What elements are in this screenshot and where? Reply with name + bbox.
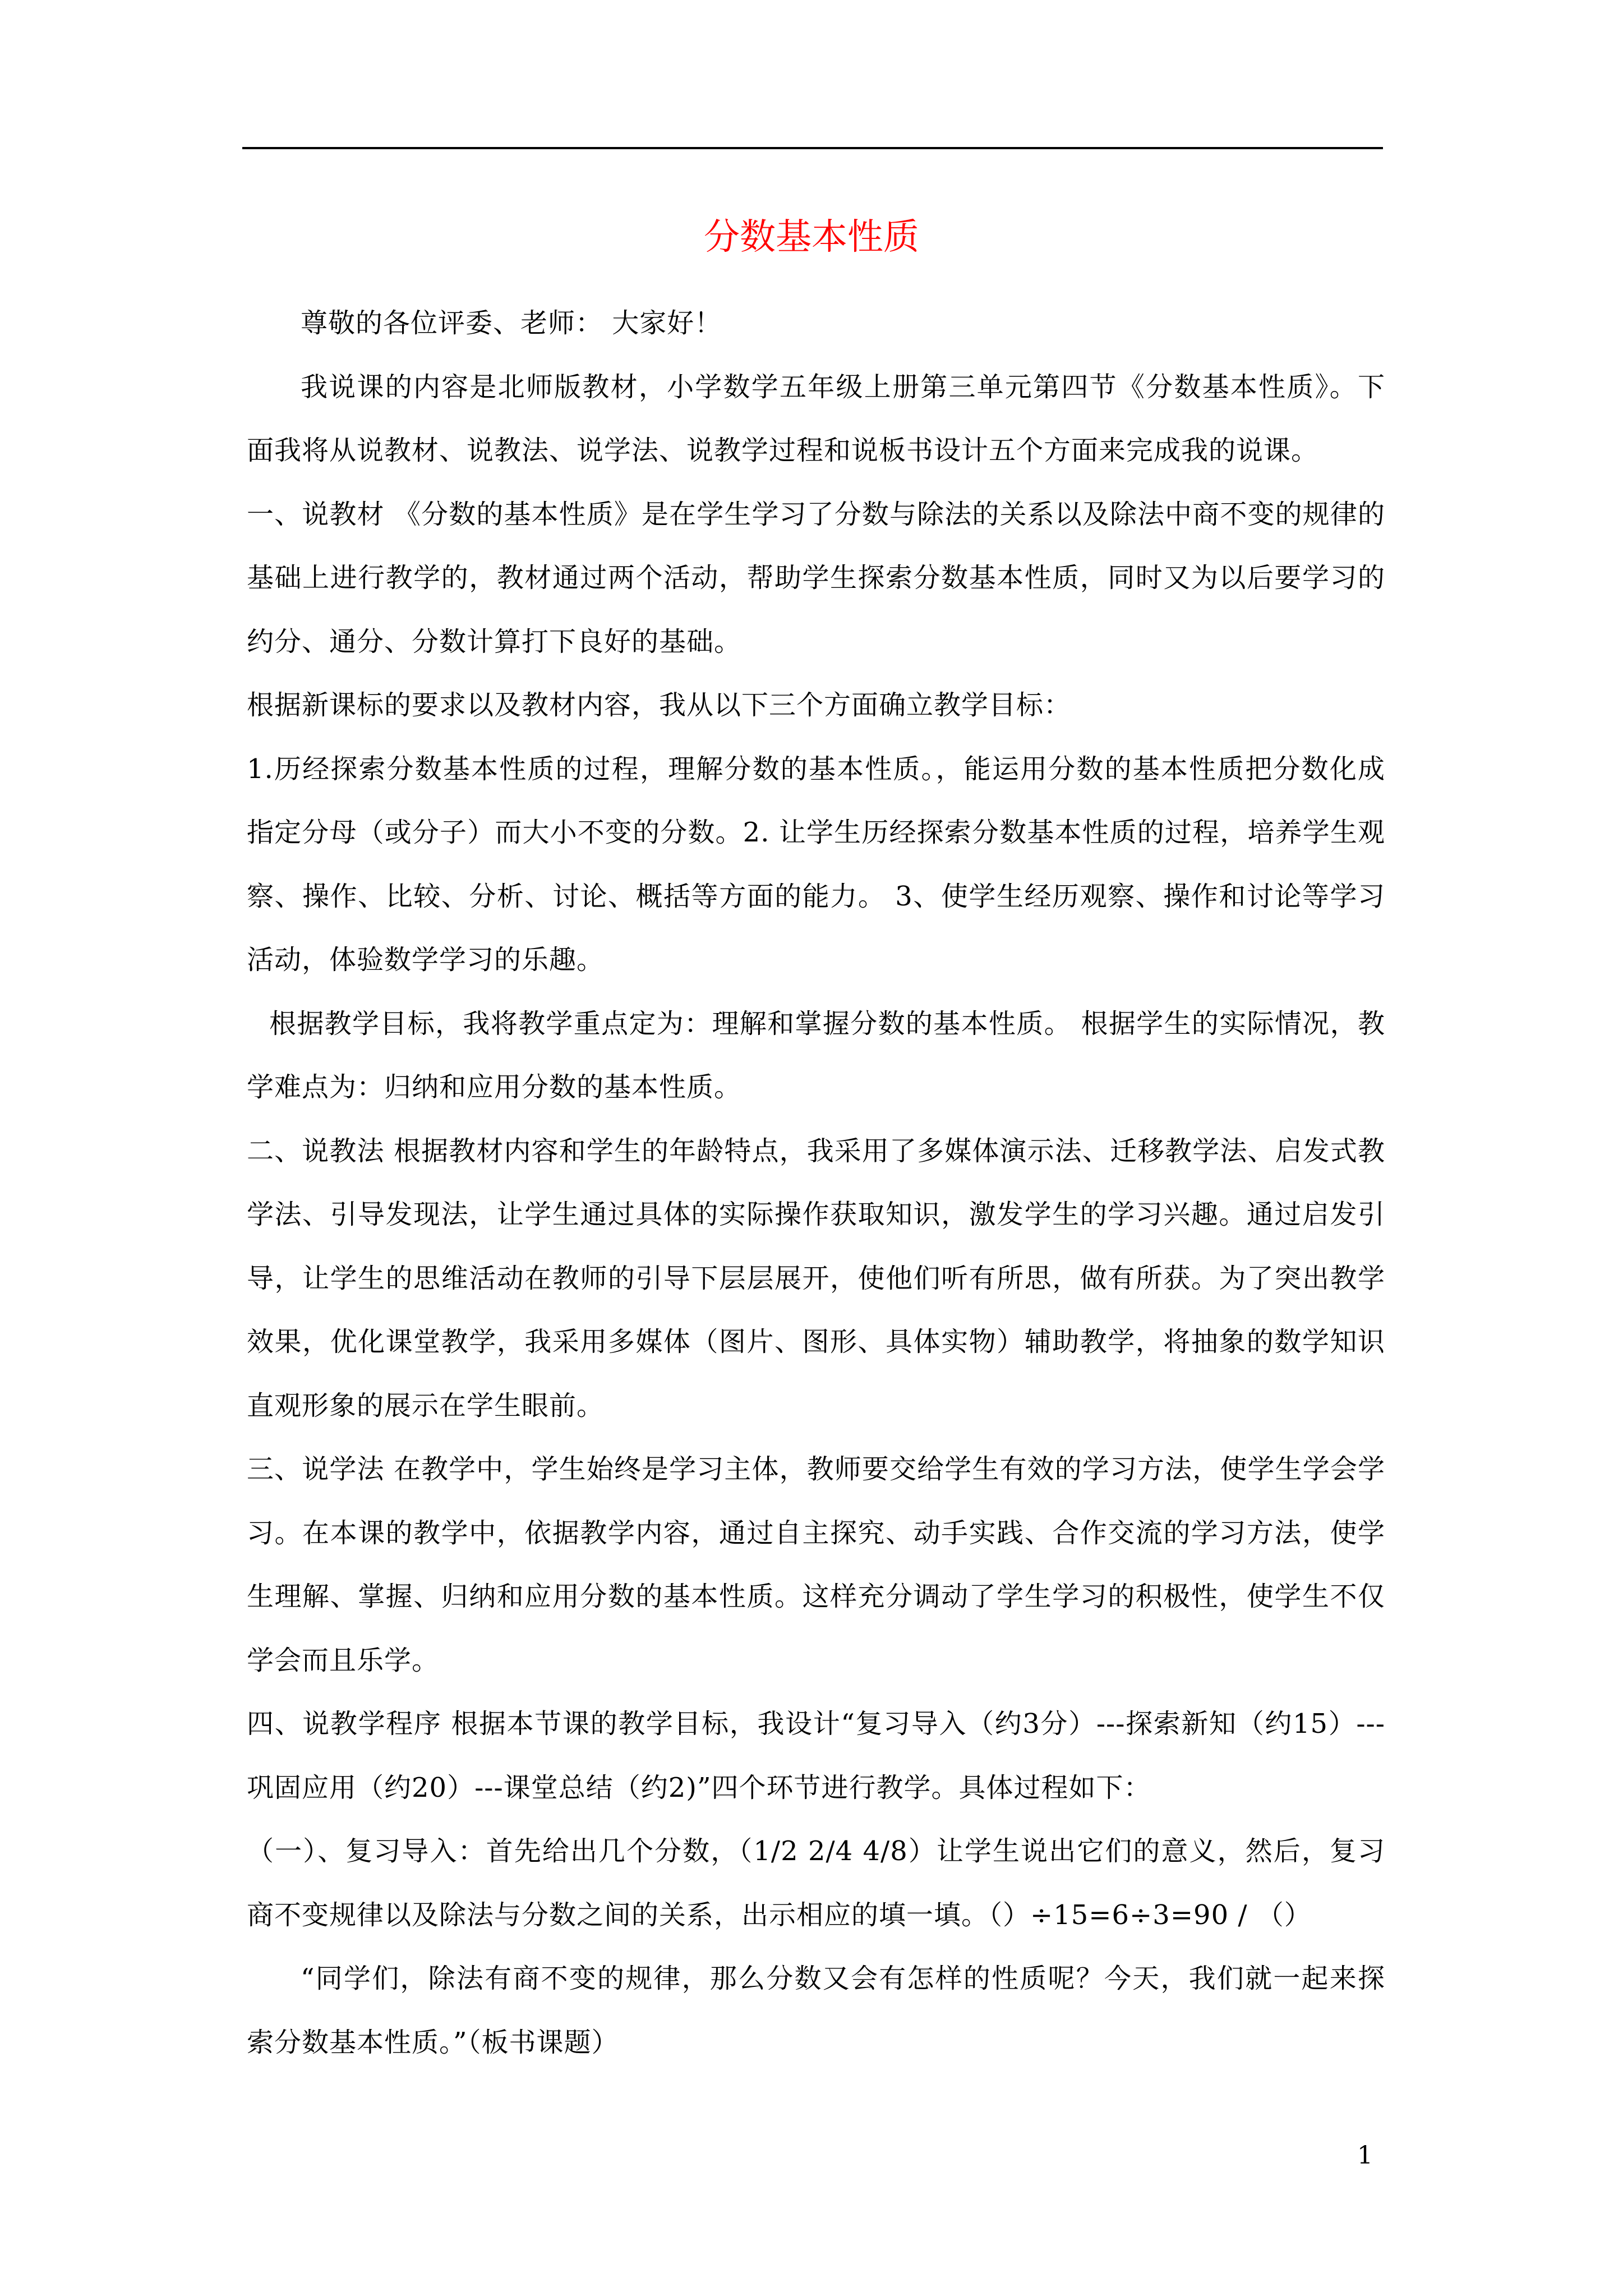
paragraph-review: （一）、复习导入：首先给出几个分数，（1/2 2/4 4/8）让学生说出它们的意义，然后，复习商不变规律以及除法与分数之间的关系，出示相应的填一填。（）÷15=6÷3=90 / （） [247,1835,1385,1931]
paragraph-greeting: 尊敬的各位评委、老师： 大家好！ [301,307,722,339]
paragraph-goals-intro: 根据新课标的要求以及教材内容，我从以下三个方面确立教学目标： [247,689,1072,721]
document-title: 分数基本性质 [704,217,919,258]
paragraph-intro: 我说课的内容是北师版教材，小学数学五年级上册第三单元第四节《分数基本性质》。下面我将从说教材、说教法、说学法、说教学过程和说板书设计五个方面来完成我的说课。 [247,371,1385,466]
document-body [247,292,1385,2074]
paragraph-textbook: 一、说教材 《分数的基本性质》是在学生学习了分数与除法的关系以及除法中商不变的规律的基础上进行教学的，教材通过两个活动，帮助学生探索分数基本性质，同时又为以后要学习的约分、通分、分数计算打下良好的基础。 [247,498,1385,657]
paragraph-teaching-method: 二、说教法 根据教材内容和学生的年龄特点，我采用了多媒体演示法、迁移教学法、启发式教学法、引导发现法，让学生通过具体的实际操作获取知识，激发学生的学习兴趣。通过启发引导，让学生的思维活动在教师的引导下层层展开，使他们听有所思，做有所获。为了突出教学效果，优化课堂教学，我采用多媒体（图片、图形、具体实物）辅助教学，将抽象的数学知识直观形象的展示在学生眼前。 [247,1135,1385,1421]
header-rule [242,147,1383,149]
paragraph-transition: “同学们，除法有商不变的规律，那么分数又会有怎样的性质呢？今天，我们就一起来探索分数基本性质。”（板书课题） [247,1963,1385,2058]
paragraph-procedure: 四、说教学程序 根据本节课的教学目标，我设计“复习导入（约3分）---探索新知（约15）---巩固应用（约20）---课堂总结（约2)”四个环节进行教学。具体过程如下： [247,1708,1385,1803]
paragraph-goals: 1.历经探索分数基本性质的过程，理解分数的基本性质。，能运用分数的基本性质把分数化成指定分母（或分子）而大小不变的分数。2. 让学生历经探索分数基本性质的过程，培养学生观察、操作、比较、分析、讨论、概括等方面的能力。 3、使学生经历观察、操作和讨论等学习活动，体验数学学习的乐趣。 [247,753,1385,976]
paragraph-learning-method: 三、说学法 在教学中，学生始终是学习主体，教师要交给学生有效的学习方法，使学生学会学习。在本课的教学中，依据教学内容，通过自主探究、动手实践、合作交流的学习方法，使学生理解、掌握、归纳和应用分数的基本性质。这样充分调动了学生学习的积极性，使学生不仅学会而且乐学。 [247,1453,1385,1676]
page-number: 1 [1357,2141,1373,2170]
paragraph-key-points: 根据教学目标，我将教学重点定为：理解和掌握分数的基本性质。 根据学生的实际情况，教学难点为：归纳和应用分数的基本性质。 [247,1007,1385,1103]
